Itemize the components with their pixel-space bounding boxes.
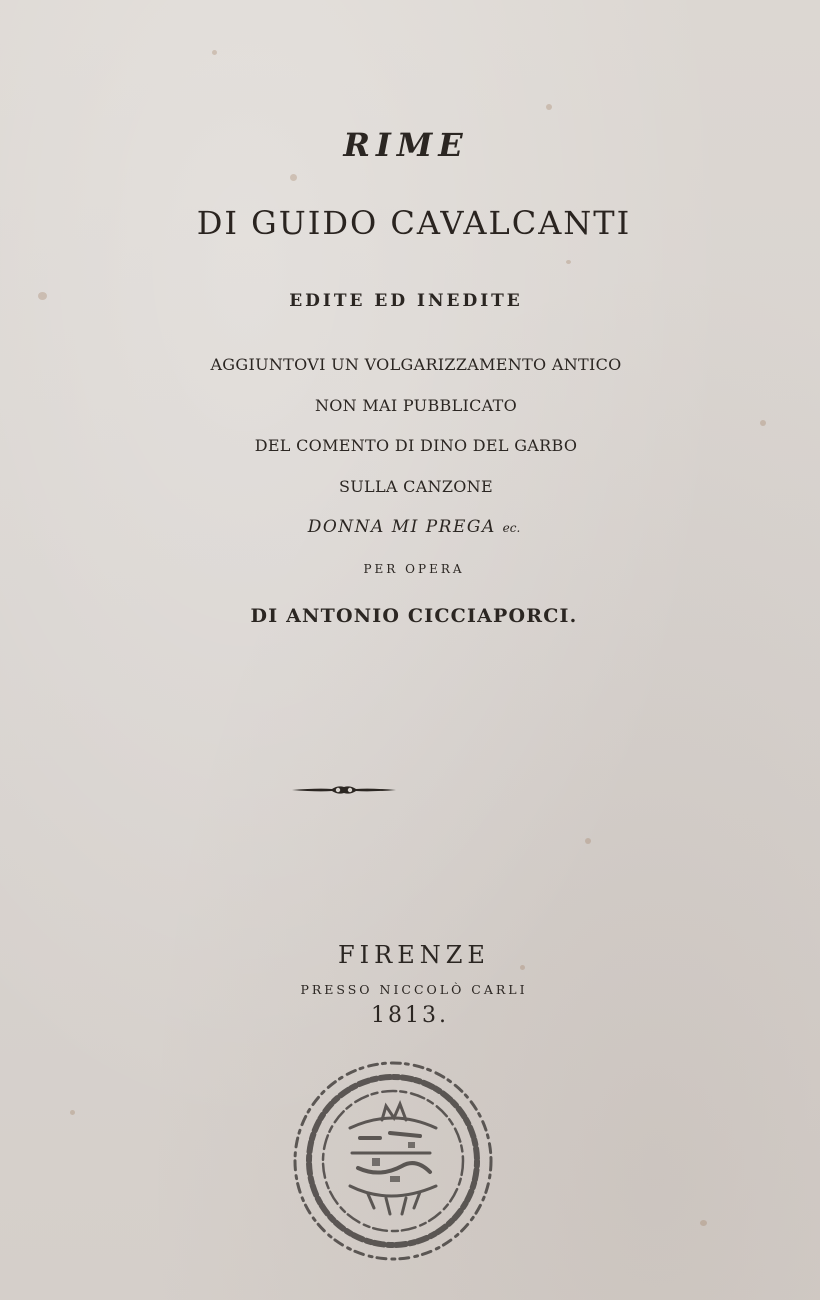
foxing-spot <box>700 1220 707 1226</box>
canzone-title <box>4 517 820 537</box>
ornamental-rule <box>292 779 396 801</box>
canzone-suffix: ec. <box>502 521 521 535</box>
foxing-spot <box>290 174 297 181</box>
editor-line: DI ANTONIO CICCIAPORCI. <box>250 605 578 627</box>
foxing-spot <box>760 420 766 426</box>
subtitle: EDITE ED INEDITE <box>289 291 523 311</box>
author-line: DI GUIDO CAVALCANTI <box>196 204 632 242</box>
description-line-2: NON MAI PUBBLICATO <box>314 396 518 415</box>
foxing-spot <box>212 50 217 55</box>
foxing-spot <box>546 104 552 110</box>
imprint-year: 1813. <box>371 1003 449 1028</box>
foxing-spot <box>70 1110 75 1115</box>
imprint-publisher: PRESSO NICCOLÒ CARLI <box>300 982 528 997</box>
library-stamp <box>290 1058 496 1264</box>
description-line-3: DEL COMENTO DI DINO DEL GARBO <box>254 436 578 455</box>
foxing-spot <box>566 260 571 264</box>
per-opera: PER OPERA <box>363 562 465 576</box>
description-line-1: AGGIUNTOVI UN VOLGARIZZAMENTO ANTICO <box>210 355 622 374</box>
book-title: RIME <box>343 126 469 164</box>
canzone-title-text: DONNA MI PREGA <box>307 517 496 537</box>
foxing-spot <box>585 838 591 844</box>
description-line-4: SULLA CANZONE <box>339 477 493 496</box>
imprint-city: FIRENZE <box>338 941 490 969</box>
